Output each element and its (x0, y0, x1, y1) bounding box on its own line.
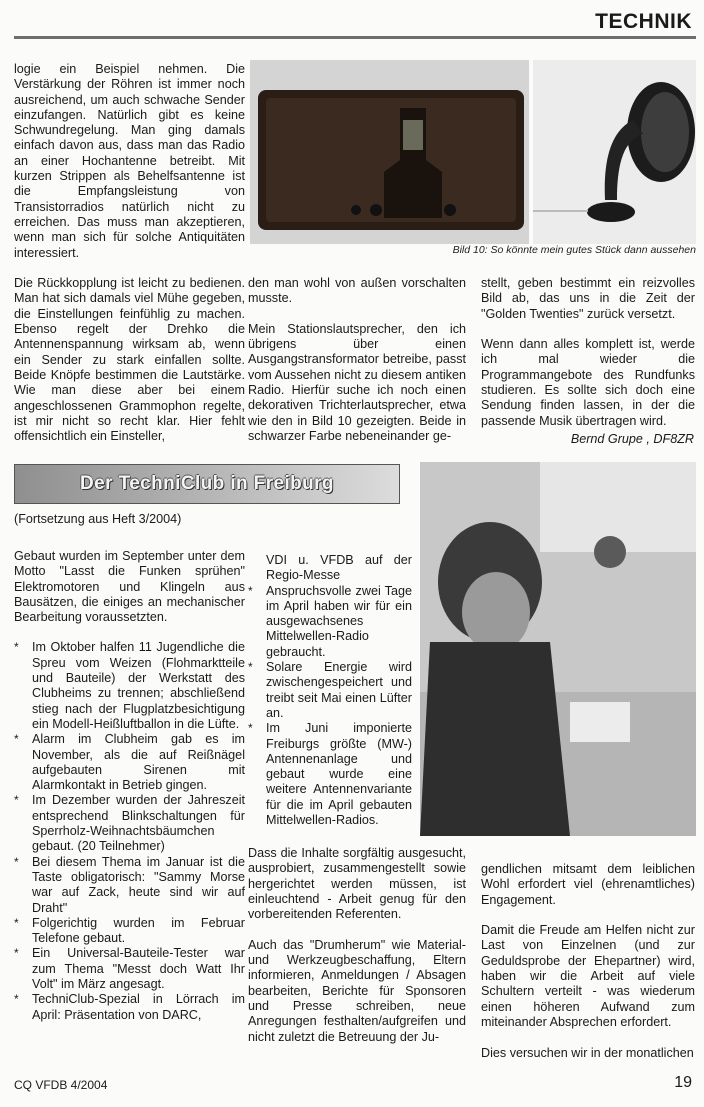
club-subtitle: (Fortsetzung aus Heft 3/2004) (14, 512, 182, 526)
club-col2-bottom (248, 846, 466, 1045)
bullet-star-icon: * (248, 660, 253, 675)
workshop-image (420, 462, 696, 836)
paragraph: Dies versuchen wir in der monatlichen (481, 1045, 694, 1060)
paragraph: Die Rückkopplung ist leicht zu bedienen. Man hat sich damals viel Mühe gegeben, die Einstellungen feinfühlig zu machen. Ebenso regelt der Drehko die Antennenspannung wirksam ab, wenn ein Sender zu stark einfallen sollte. Beide Knöpfe bestimmen die Lautstärke. Wie man diese aber bei einem angeschlossenen Grammophon regelte, ist mir nicht so recht klar. Hier fehlt offensichtlich ein Einsteller, (14, 276, 245, 444)
article-col1-top (14, 62, 245, 444)
footer-magazine: CQ VFDB 4/2004 (14, 1078, 108, 1092)
list-item: * Im Oktober halfen 11 Jugendliche die Spreu vom Weizen (Flohmarktteile und Bauteile) der Werkstatt des Clubheims zu trennen; abschließend stieg nach der Flugplatzbesichtigung ein Modell-Heißluftballon in die Lüfte. (14, 640, 245, 731)
club-col1 (14, 549, 245, 1023)
club-col2 (248, 553, 412, 828)
bullet-star-icon: * (248, 721, 253, 736)
paragraph: logie ein Beispiel nehmen. Die Verstärkung der Röhren ist immer noch ausreichend, um auch schwache Sender einzufangen. Natürlich gibt es keine Schwundregelung. Man ging damals einfach davon aus, dass man das Radio an einer Hochantenne betreibt. Mit kurzen Strippen als Behelfsantenne ist die Empfangsleistung von Transistorradios natürlich nicht zu erreichen. Das muss man akzeptieren, wenn man sich für solche Antiquitäten interessiert. (14, 62, 245, 260)
author-signature: Bernd Grupe , DF8ZR (570, 432, 694, 446)
bullet-star-icon: * (14, 732, 19, 747)
bullet-star-icon: * (14, 915, 19, 930)
paragraph: gendlichen mitsamt dem leiblichen Wohl erfordert viel (ehrenamtliches) Engagement. (481, 862, 695, 907)
horn-speaker-image (533, 60, 696, 244)
bullet-star-icon: * (14, 640, 19, 655)
list-item: * Ein Universal-Bauteile-Tester war zum Thema "Messt doch Watt Ihr Volt" im März angesagt. (14, 946, 245, 992)
paragraph: Dass die Inhalte sorgfältig ausgesucht, ausprobiert, zusammengestellt sowie hergerichtet werden müssen, ist einleuchtend - Arbeit genug für den vorbereitenden Referenten. (248, 846, 466, 922)
club-workshop-photo (420, 462, 696, 836)
section-title: TECHNIK (595, 10, 692, 33)
list-item: * Alarm im Clubheim gab es im November, als die auf Reißnägel aufgebauten Sirenen mit Alarmkontakt in Betrieb gingen. (14, 732, 245, 793)
bullet-star-icon: * (248, 583, 253, 598)
list-continuation: VDI u. VFDB auf der Regio-Messe (266, 553, 412, 583)
article-col2-top (248, 276, 466, 444)
list-item: * Solare Energie wird zwischengespeichert und treibt seit Mai einen Lüfter an. (248, 660, 412, 720)
page-number: 19 (674, 1074, 692, 1091)
paragraph: stellt, geben bestimmt ein reizvolles Bild ab, das uns in die Zeit der "Golden Twenties" zurück versetzt. (481, 276, 695, 321)
antique-radio-image (250, 60, 529, 244)
list-item: * Im Juni imponierte Freiburgs größte (MW-) Antennenanlage und gebaut wurde eine weitere Antennenvariante für die im April gebauten Mittelwellen-Radios. (248, 721, 412, 828)
paragraph: Wenn dann alles komplett ist, werde ich mal wieder die Programmangebote des Rundfunks studieren. Es sollte sich doch eine Sendung finden lassen, in der die passende Musik übertragen wird. (481, 337, 695, 428)
horn-speaker-photo (533, 60, 696, 244)
list-item: * Folgerichtig wurden im Februar Telefone gebaut. (14, 915, 245, 946)
article-col3-top (481, 276, 695, 429)
figure-caption: Bild 10: So könnte mein gutes Stück dann aussehen (452, 244, 696, 256)
club-event-list-2 (248, 584, 412, 829)
list-item: * Bei diesem Thema im Januar ist die Taste obligatorisch: "Sammy Morse war auf Zack, heute sind wir auf Draht" (14, 854, 245, 915)
paragraph: den man wohl von außen vorschalten musste. (248, 276, 466, 306)
club-intro: Gebaut wurden im September unter dem Motto "Lasst die Funken sprühen" Elektromotoren und Klingeln aus Bausätzen, die einiges an mechanischer Bearbeitung voraussetzten. (14, 549, 245, 625)
bullet-star-icon: * (14, 793, 19, 808)
club-event-list-1 (14, 640, 245, 1022)
bullet-star-icon: * (14, 946, 19, 961)
bullet-star-icon: * (14, 854, 19, 869)
paragraph: Auch das "Drumherum" wie Material- und Werkzeugbeschaffung, Eltern informieren, Anmeldungen / Absagen bearbeiten, Berichte für Sponsoren und Presse schreiben, neue Anregungen festhalten/aufgreifen und nicht zuletzt die Betreuung der Ju- (248, 937, 466, 1044)
radio-photo (250, 60, 529, 244)
list-item: * Im Dezember wurden der Jahreszeit entsprechend Blinkschaltungen für Sperrholz-Weihnachtsbäumchen gebaut. (20 Teilnehmer) (14, 793, 245, 854)
list-item: * TechniClub-Spezial in Lörrach im April: Präsentation von DARC, (14, 992, 245, 1022)
bullet-star-icon: * (14, 992, 19, 1007)
list-item: * Anspruchsvolle zwei Tage im April haben wir für ein ausgewachsenes Mittelwellen-Radio gebraucht. (248, 583, 412, 659)
club-banner-title: Der TechniClub in Freiburg (80, 473, 334, 494)
paragraph: Mein Stationslautsprecher, den ich übrigens über einen Ausgangstransformator betreibe, passt vom Aussehen nicht zu diesem antiken Radio. Hierfür suche ich noch einen dekorativen Trichterlautsprecher, etwa wie den in Bild 10 gezeigten. Beide in schwarzer Farbe nebeneinander ge- (248, 321, 466, 443)
header-rule (14, 36, 696, 39)
paragraph: Damit die Freude am Helfen nicht zur Last von Einzelnen (und zur Geduldsprobe der Ehepartner) wird, haben wir die Arbeit auf viele Schultern verteilt - was wiederum einen höheren Aufwand zum miteinander Absprechen erfordert. (481, 923, 695, 1029)
club-banner (14, 464, 400, 504)
club-col3-bottom (481, 862, 695, 1061)
